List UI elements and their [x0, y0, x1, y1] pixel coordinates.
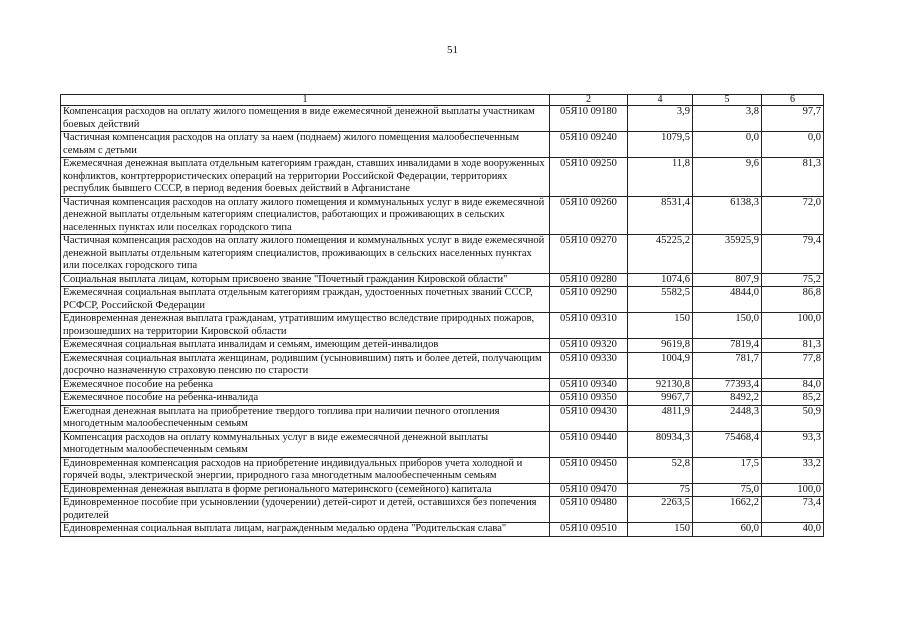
- row-value-col4: 5582,5: [628, 287, 693, 313]
- row-value-col6: 81,3: [762, 158, 824, 197]
- row-value-col4: 1074,6: [628, 273, 693, 287]
- row-code-cell: 05Я10 09250: [550, 158, 628, 197]
- table-row: [61, 235, 824, 274]
- row-value-col5: 781,7: [693, 352, 762, 378]
- row-name-cell: Ежемесячная денежная выплата отдельным категориям граждан, ставших инвалидами в ходе вооруженных конфликтов, контртеррористических операций на территории Российской Федерации, территориях республик бывшего СССР, в период ведения боевых действий в Афганистане: [61, 158, 550, 197]
- row-value-col4: 150: [628, 523, 693, 537]
- row-value-col4: 1079,5: [628, 132, 693, 158]
- row-code-cell: 05Я10 09430: [550, 405, 628, 431]
- row-code-cell: 05Я10 09280: [550, 273, 628, 287]
- row-value-col5: 150,0: [693, 313, 762, 339]
- row-name-cell: Ежемесячная социальная выплата женщинам, родившим (усыновившим) пять и более детей, получающим досрочно назначенную страховую пенсию по старости: [61, 352, 550, 378]
- row-value-col6: 100,0: [762, 313, 824, 339]
- row-value-col6: 85,2: [762, 392, 824, 406]
- row-name-cell: Компенсация расходов на оплату жилого помещения в виде ежемесячной денежной выплаты участникам боевых действий: [61, 106, 550, 132]
- row-value-col4: 150: [628, 313, 693, 339]
- row-value-col5: 7819,4: [693, 339, 762, 353]
- row-value-col6: 84,0: [762, 378, 824, 392]
- row-code-cell: 05Я10 09450: [550, 457, 628, 483]
- row-code-cell: 05Я10 09510: [550, 523, 628, 537]
- row-value-col5: 60,0: [693, 523, 762, 537]
- table-row: [61, 378, 824, 392]
- row-name-cell: Единовременное пособие при усыновлении (удочерении) детей-сирот и детей, оставшихся без попечения родителей: [61, 497, 550, 523]
- table-row: [61, 405, 824, 431]
- row-code-cell: 05Я10 09340: [550, 378, 628, 392]
- row-value-col6: 50,9: [762, 405, 824, 431]
- row-name-cell: Ежегодная денежная выплата на приобретение твердого топлива при наличии печного отопления многодетным малообеспеченным семьям: [61, 405, 550, 431]
- row-value-col6: 77,8: [762, 352, 824, 378]
- row-value-col6: 75,2: [762, 273, 824, 287]
- row-value-col5: 17,5: [693, 457, 762, 483]
- row-value-col4: 9619,8: [628, 339, 693, 353]
- row-value-col5: 6138,3: [693, 196, 762, 235]
- table-row: [61, 457, 824, 483]
- row-value-col4: 52,8: [628, 457, 693, 483]
- row-value-col6: 73,4: [762, 497, 824, 523]
- table-row: [61, 339, 824, 353]
- row-value-col5: 9,6: [693, 158, 762, 197]
- row-value-col6: 86,8: [762, 287, 824, 313]
- row-value-col5: 75468,4: [693, 431, 762, 457]
- table-row: [61, 313, 824, 339]
- row-value-col4: 1004,9: [628, 352, 693, 378]
- table-row: [61, 287, 824, 313]
- row-code-cell: 05Я10 09480: [550, 497, 628, 523]
- row-value-col5: 2448,3: [693, 405, 762, 431]
- row-code-cell: 05Я10 09310: [550, 313, 628, 339]
- column-header: 6: [762, 95, 824, 106]
- row-value-col6: 33,2: [762, 457, 824, 483]
- row-name-cell: Ежемесячное пособие на ребенка-инвалида: [61, 392, 550, 406]
- row-name-cell: Ежемесячное пособие на ребенка: [61, 378, 550, 392]
- row-value-col4: 11,8: [628, 158, 693, 197]
- row-name-cell: Единовременная компенсация расходов на приобретение индивидуальных приборов учета холодной и горячей воды, электрической энергии, природного газа многодетным малообеспеченным семьям: [61, 457, 550, 483]
- row-value-col4: 45225,2: [628, 235, 693, 274]
- table-row: [61, 132, 824, 158]
- row-value-col5: 35925,9: [693, 235, 762, 274]
- table-row: [61, 483, 824, 497]
- row-value-col5: 4844,0: [693, 287, 762, 313]
- row-value-col6: 93,3: [762, 431, 824, 457]
- row-code-cell: 05Я10 09350: [550, 392, 628, 406]
- table-row: [61, 196, 824, 235]
- row-value-col5: 1662,2: [693, 497, 762, 523]
- row-value-col4: 80934,3: [628, 431, 693, 457]
- table-row: [61, 273, 824, 287]
- table-row: [61, 106, 824, 132]
- row-value-col5: 75,0: [693, 483, 762, 497]
- row-name-cell: Частичная компенсация расходов на оплату жилого помещения и коммунальных услуг в виде ежемесячной денежной выплаты отдельным категориям специалистов, проживающих в сельских населенных пунктах или поселках городского типа: [61, 235, 550, 274]
- row-name-cell: Ежемесячная социальная выплата инвалидам и семьям, имеющим детей-инвалидов: [61, 339, 550, 353]
- row-code-cell: 05Я10 09330: [550, 352, 628, 378]
- column-header: 1: [61, 95, 550, 106]
- row-code-cell: 05Я10 09290: [550, 287, 628, 313]
- row-value-col6: 40,0: [762, 523, 824, 537]
- row-value-col6: 0,0: [762, 132, 824, 158]
- page-number: 51: [447, 44, 458, 56]
- row-value-col6: 97,7: [762, 106, 824, 132]
- row-name-cell: Социальная выплата лицам, которым присвоено звание "Почетный гражданин Кировской области": [61, 273, 550, 287]
- row-name-cell: Частичная компенсация расходов на оплату жилого помещения и коммунальных услуг в виде ежемесячной денежной выплаты отдельным категориям специалистов, работающих и проживающих в сельских населенных пунктах или поселках городского типа: [61, 196, 550, 235]
- row-value-col4: 3,9: [628, 106, 693, 132]
- row-name-cell: Единовременная денежная выплата в форме регионального материнского (семейного) капитала: [61, 483, 550, 497]
- row-value-col5: 807,9: [693, 273, 762, 287]
- row-name-cell: Единовременная социальная выплата лицам, награжденным медалью ордена "Родительская слава": [61, 523, 550, 537]
- row-value-col4: 92130,8: [628, 378, 693, 392]
- column-header: 2: [550, 95, 628, 106]
- row-value-col4: 8531,4: [628, 196, 693, 235]
- row-value-col4: 4811,9: [628, 405, 693, 431]
- row-value-col4: 9967,7: [628, 392, 693, 406]
- table-row: [61, 158, 824, 197]
- row-code-cell: 05Я10 09270: [550, 235, 628, 274]
- row-code-cell: 05Я10 09240: [550, 132, 628, 158]
- column-header: 4: [628, 95, 693, 106]
- row-value-col6: 100,0: [762, 483, 824, 497]
- row-name-cell: Единовременная денежная выплата гражданам, утратившим имущество вследствие природных пожаров, произошедших на территории Кировской области: [61, 313, 550, 339]
- header-row: [61, 95, 824, 106]
- table-row: [61, 497, 824, 523]
- row-value-col5: 8492,2: [693, 392, 762, 406]
- budget-table: [60, 94, 824, 537]
- table-row: [61, 392, 824, 406]
- table-row: [61, 523, 824, 537]
- row-value-col6: 81,3: [762, 339, 824, 353]
- row-code-cell: 05Я10 09260: [550, 196, 628, 235]
- row-code-cell: 05Я10 09440: [550, 431, 628, 457]
- row-value-col6: 72,0: [762, 196, 824, 235]
- row-value-col4: 2263,5: [628, 497, 693, 523]
- row-value-col5: 3,8: [693, 106, 762, 132]
- row-name-cell: Ежемесячная социальная выплата отдельным категориям граждан, удостоенных почетных званий СССР, РСФСР, Российской Федерации: [61, 287, 550, 313]
- table-row: [61, 352, 824, 378]
- row-code-cell: 05Я10 09470: [550, 483, 628, 497]
- row-code-cell: 05Я10 09180: [550, 106, 628, 132]
- row-name-cell: Частичная компенсация расходов на оплату за наем (поднаем) жилого помещения малообеспеченным семьям с детьми: [61, 132, 550, 158]
- row-code-cell: 05Я10 09320: [550, 339, 628, 353]
- row-value-col5: 77393,4: [693, 378, 762, 392]
- column-header: 5: [693, 95, 762, 106]
- table-row: [61, 431, 824, 457]
- row-value-col4: 75: [628, 483, 693, 497]
- row-value-col5: 0,0: [693, 132, 762, 158]
- row-value-col6: 79,4: [762, 235, 824, 274]
- row-name-cell: Компенсация расходов на оплату коммунальных услуг в виде ежемесячной денежной выплаты многодетным малообеспеченным семьям: [61, 431, 550, 457]
